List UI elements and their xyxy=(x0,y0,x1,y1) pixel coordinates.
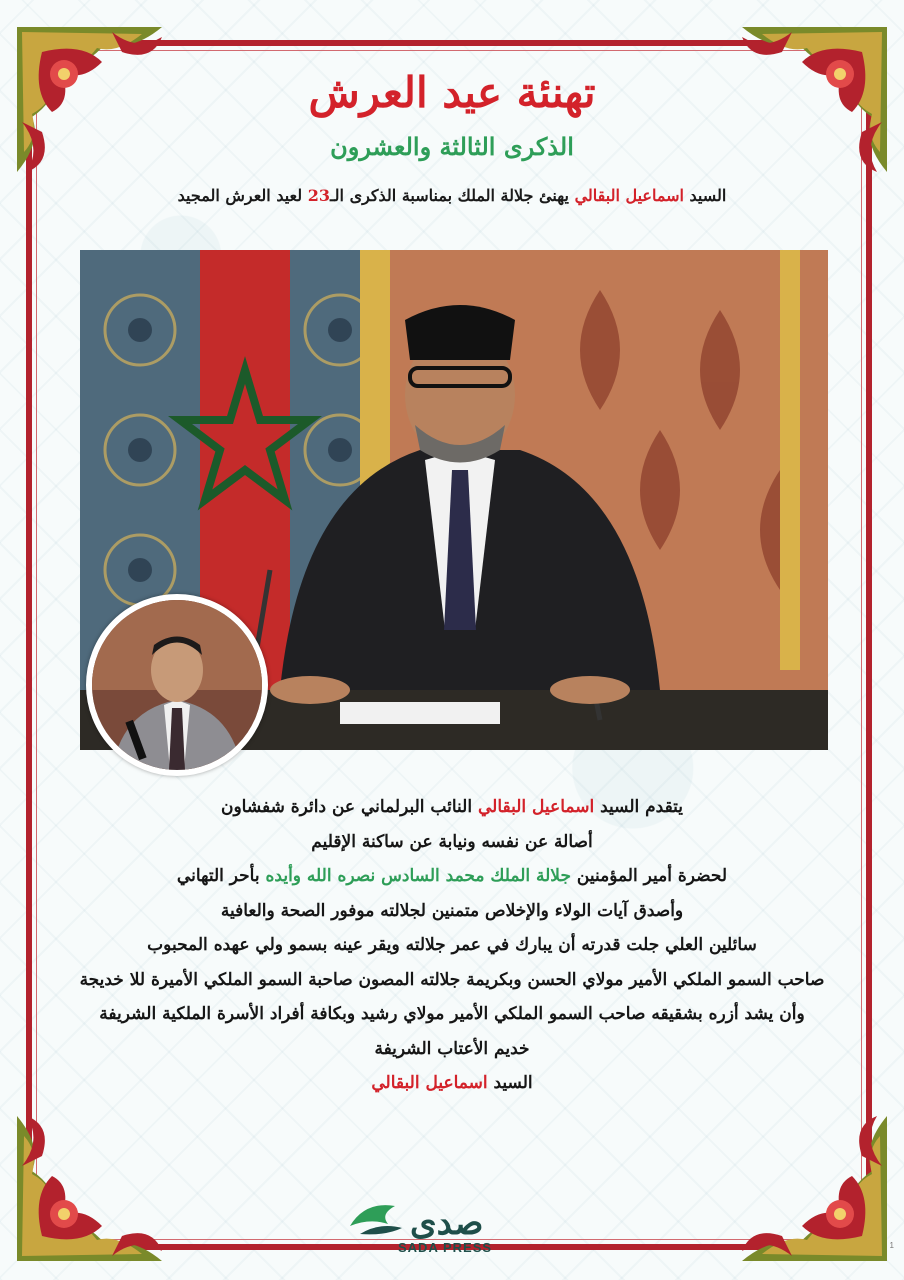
message-line-4: وأصدق آيات الولاء والإخلاص متمنين لجلالته موفور الصحة والعافية xyxy=(220,900,684,921)
message-line-5: سائلين العلي جلت قدرته أن يبارك في عمر جلالته ويقر عينه بسمو ولي عهده المحبوب xyxy=(147,935,757,955)
dove-logo-icon xyxy=(340,1196,540,1246)
sada-press-logo xyxy=(340,1196,540,1266)
signature-line xyxy=(70,1066,834,1101)
intro-number: 23 xyxy=(307,186,330,205)
page-subtitle: الذكرى الثالثة والعشرون xyxy=(330,132,574,161)
message-line-8: خديم الأعتاب الشريفة xyxy=(374,1038,530,1059)
message-body xyxy=(70,790,834,1101)
message-line-1-name: اسماعيل البقالي xyxy=(477,797,595,817)
inset-portrait xyxy=(86,594,268,776)
signature-name: اسماعيل البقالي xyxy=(371,1073,488,1093)
page-number: 1 xyxy=(889,1241,894,1250)
message-line-3-after: بأحر التهاني xyxy=(176,866,260,886)
inset-portrait-illustration xyxy=(92,600,262,770)
corner-ornament-top-right xyxy=(722,22,892,192)
signature-prefix: السيد xyxy=(493,1073,533,1093)
message-line-1-before: يتقدم السيد xyxy=(600,797,684,817)
logo-arabic: صدى xyxy=(410,1203,484,1243)
corner-ornament-bottom-left xyxy=(12,1096,182,1266)
message-line-3 xyxy=(70,859,834,894)
intro-prefix: السيد xyxy=(689,186,727,205)
corner-ornament-bottom-right xyxy=(722,1096,892,1266)
message-line-1 xyxy=(70,790,834,825)
message-line-3-before: لحضرة أمير المؤمنين xyxy=(576,866,728,886)
logo-latin: SADA PRESS xyxy=(398,1240,493,1255)
intro-suffix: لعيد العرش المجيد xyxy=(177,186,303,205)
message-line-2: أصالة عن نفسه ونيابة عن ساكنة الإقليم xyxy=(311,831,593,852)
message-line-1-after: النائب البرلماني عن دائرة شفشاون xyxy=(220,797,473,817)
message-line-7: وأن يشد أزره بشقيقه صاحب السمو الملكي الأمير مولاي رشيد وبكافة أفراد الأسرة الملكية الشريفة xyxy=(99,1004,805,1024)
intro-line xyxy=(150,186,754,205)
page-title: تهنئة عيد العرش xyxy=(308,68,596,117)
intro-name: اسماعيل البقالي xyxy=(574,186,684,205)
message-line-6: صاحب السمو الملكي الأمير مولاي الحسن وبكريمة جلالته المصون صاحبة السمو الملكي الأميرة للا خديجة xyxy=(79,969,825,990)
message-line-3-king: جلالة الملك محمد السادس نصره الله وأيده xyxy=(265,866,571,886)
intro-middle: يهنئ جلالة الملك بمناسبة الذكرى الـ xyxy=(329,186,569,205)
corner-ornament-top-left xyxy=(12,22,182,192)
